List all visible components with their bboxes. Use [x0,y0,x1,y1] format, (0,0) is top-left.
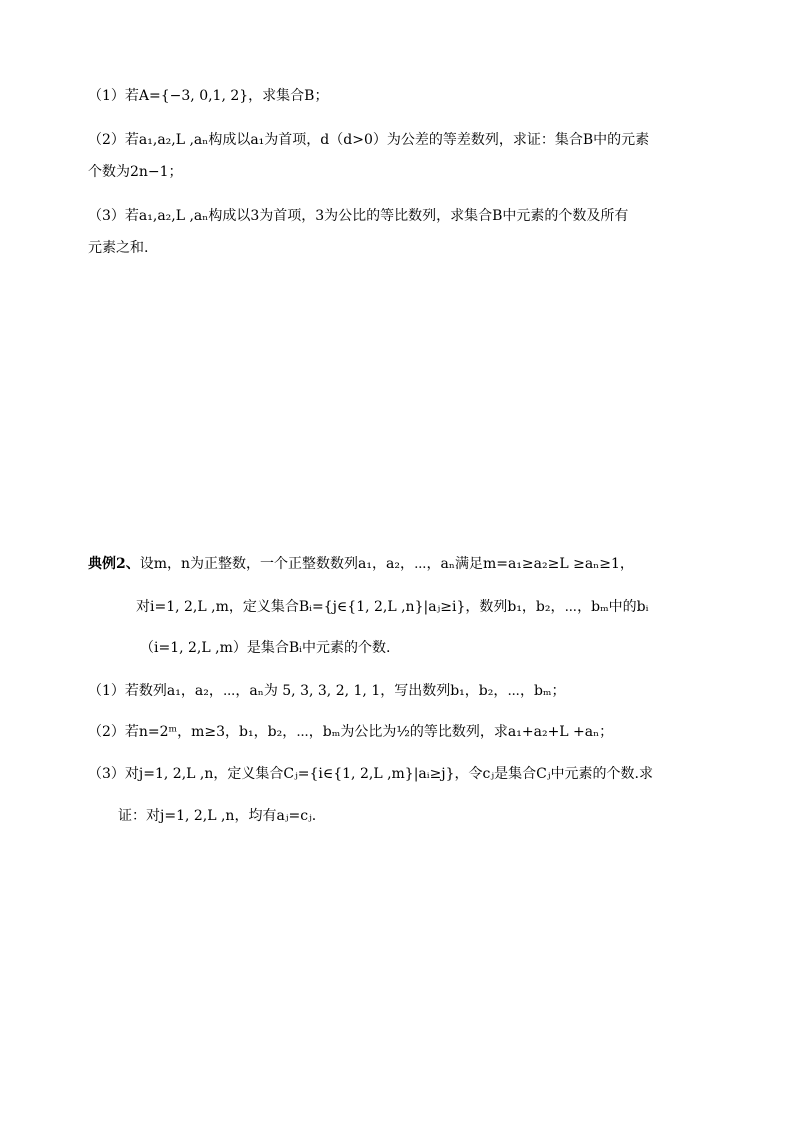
example2-title: 典例2、 [88,556,140,572]
example2-q1: （1）若数列a₁，a₂，⋯，aₙ为 5, 3, 3, 2, 1, 1，写出数列b₁，b₂，⋯，bₘ； [88,683,566,699]
example2-q3-line2: 证：对j=1, 2,L ,n，均有aⱼ=cⱼ. [118,808,317,824]
part1-q3-line1: （3）若a₁,a₂,L ,aₙ构成以3为首项，3为公比的等比数列，求集合B中元素的个数及所有 [88,208,629,224]
example2-q2: （2）若n=2ᵐ，m≥3，b₁，b₂，⋯，bₘ为公比为½的等比数列，求a₁+a₂+L +aₙ； [88,724,614,740]
example2-text1: 设m，n为正整数，一个正整数数列a₁，a₂，⋯，aₙ满足m=a₁≥a₂≥L ≥aₙ≥1， [139,556,634,572]
part1-q2-line1: （2）若a₁,a₂,L ,aₙ构成以a₁为首项，d（d>0）为公差的等差数列，求证：集合B中的元素 [88,132,650,148]
example2-q3-line1: （3）对j=1, 2,L ,n，定义集合Cⱼ={i∈{1, 2,L ,m}|aᵢ≥j}，令cⱼ是集合Cⱼ中元素的个数.求 [88,766,653,782]
example2-line3: （i=1, 2,L ,m）是集合Bᵢ中元素的个数. [140,640,391,656]
part1-q3-line2: 元素之和. [88,240,149,256]
part1-q1: （1）若A={−3, 0,1, 2}，求集合B； [88,88,329,104]
example2-line2: 对i=1, 2,L ,m，定义集合Bᵢ={j∈{1, 2,L ,n}|aⱼ≥i}，数列b₁，b₂，⋯，bₘ中的bᵢ [136,599,649,615]
example2-line1 [88,554,634,574]
part1-q2-line2: 个数为2n−1； [88,164,183,180]
